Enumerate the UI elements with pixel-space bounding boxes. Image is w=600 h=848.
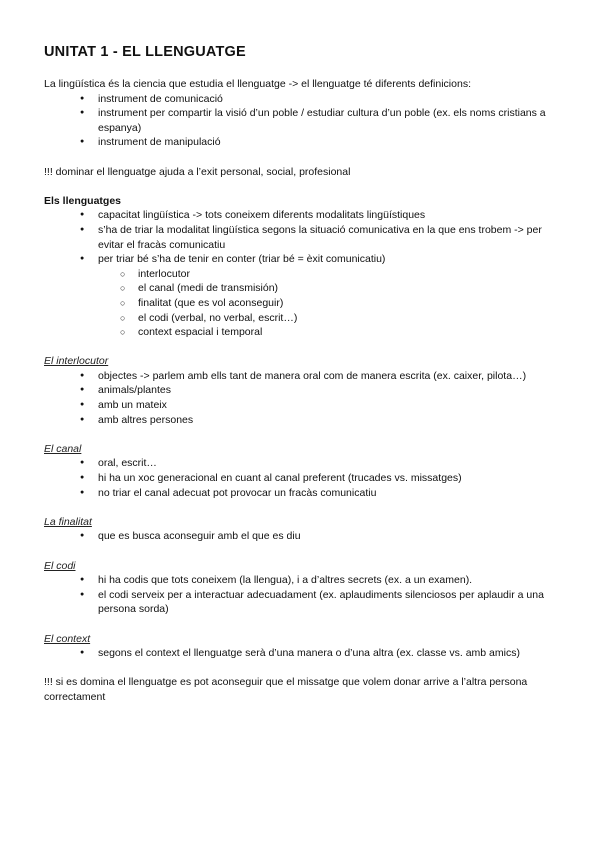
section-heading-finalitat: La finalitat xyxy=(44,515,92,528)
list-item: ● amb altres persones xyxy=(80,413,556,428)
note-dominar: !!! dominar el llenguatge ajuda a l’exit personal, social, profesional xyxy=(44,165,351,178)
list-item: ● segons el context el llenguatge serà d’una manera o d’una altra (ex. classe vs. amb amics) xyxy=(80,646,556,661)
list-item: ● s’ha de triar la modalitat lingüística segons la situació comunicativa en la que ens trobem -> per evitar el fracàs comunicatiu xyxy=(80,223,556,252)
list-item: ● que es busca aconseguir amb el que es diu xyxy=(80,529,556,544)
list-item: ● per triar bé s’ha de tenir en conter (triar bé = èxit comunicatiu) xyxy=(80,252,556,267)
list-item: ● instrument de comunicació xyxy=(80,92,556,107)
llenguatges-list xyxy=(44,208,556,266)
intro-list xyxy=(44,92,556,150)
page-title: UNITAT 1 - EL LLENGUATGE xyxy=(44,44,246,60)
canal-list xyxy=(44,456,556,500)
section-heading-llenguatges: Els llenguatges xyxy=(44,194,122,207)
list-item: ● el codi serveix per a interactuar adecuadament (ex. aplaudiments silenciosos per aplaudir a una persona sorda) xyxy=(80,588,556,617)
list-item: ● objectes -> parlem amb ells tant de manera oral com de manera escrita (ex. caixer, pilota…) xyxy=(80,369,556,384)
list-item: ● instrument per compartir la visió d’un poble / estudiar cultura d’un poble (ex. els noms cristians a espanya) xyxy=(80,106,556,135)
list-item: ● hi ha codis que tots coneixem (la llengua), i a d’altres secrets (ex. a un examen). xyxy=(80,573,556,588)
section-heading-interlocutor: El interlocutor xyxy=(44,355,109,368)
note-domina: !!! si es domina el llenguatge es pot aconseguir que el missatge que volem donar arrive a l’altra persona correctament xyxy=(44,676,528,703)
section-heading-canal: El canal xyxy=(44,442,82,455)
sub-list-item: ○ el canal (medi de transmisión) xyxy=(120,281,556,296)
list-item: ● amb un mateix xyxy=(80,398,556,413)
codi-list xyxy=(44,573,556,617)
llenguatges-sublist xyxy=(80,267,556,340)
sub-list-item: ○ finalitat (que es vol aconseguir) xyxy=(120,296,556,311)
section-heading-codi: El codi xyxy=(44,559,76,572)
context-list xyxy=(44,646,556,661)
list-item: ● instrument de manipulació xyxy=(80,135,556,150)
interlocutor-list xyxy=(44,369,556,427)
section-heading-context: El context xyxy=(44,632,91,645)
intro-paragraph: La lingüística és la ciencia que estudia el llenguatge -> el llenguatge té diferents definicions: xyxy=(44,78,471,90)
list-item: ● no triar el canal adecuat pot provocar un fracàs comunicatiu xyxy=(80,486,556,501)
list-item: ● oral, escrit… xyxy=(80,456,556,471)
list-item: ● capacitat lingüística -> tots coneixem diferents modalitats lingüístiques xyxy=(80,208,556,223)
finalitat-list xyxy=(44,529,556,544)
list-item: ● hi ha un xoc generacional en cuant al canal preferent (trucades vs. missatges) xyxy=(80,471,556,486)
sub-list-item: ○ context espacial i temporal xyxy=(120,325,556,340)
list-item: ● animals/plantes xyxy=(80,383,556,398)
sub-list-item: ○ interlocutor xyxy=(120,267,556,282)
sub-list-item: ○ el codi (verbal, no verbal, escrit…) xyxy=(120,311,556,326)
